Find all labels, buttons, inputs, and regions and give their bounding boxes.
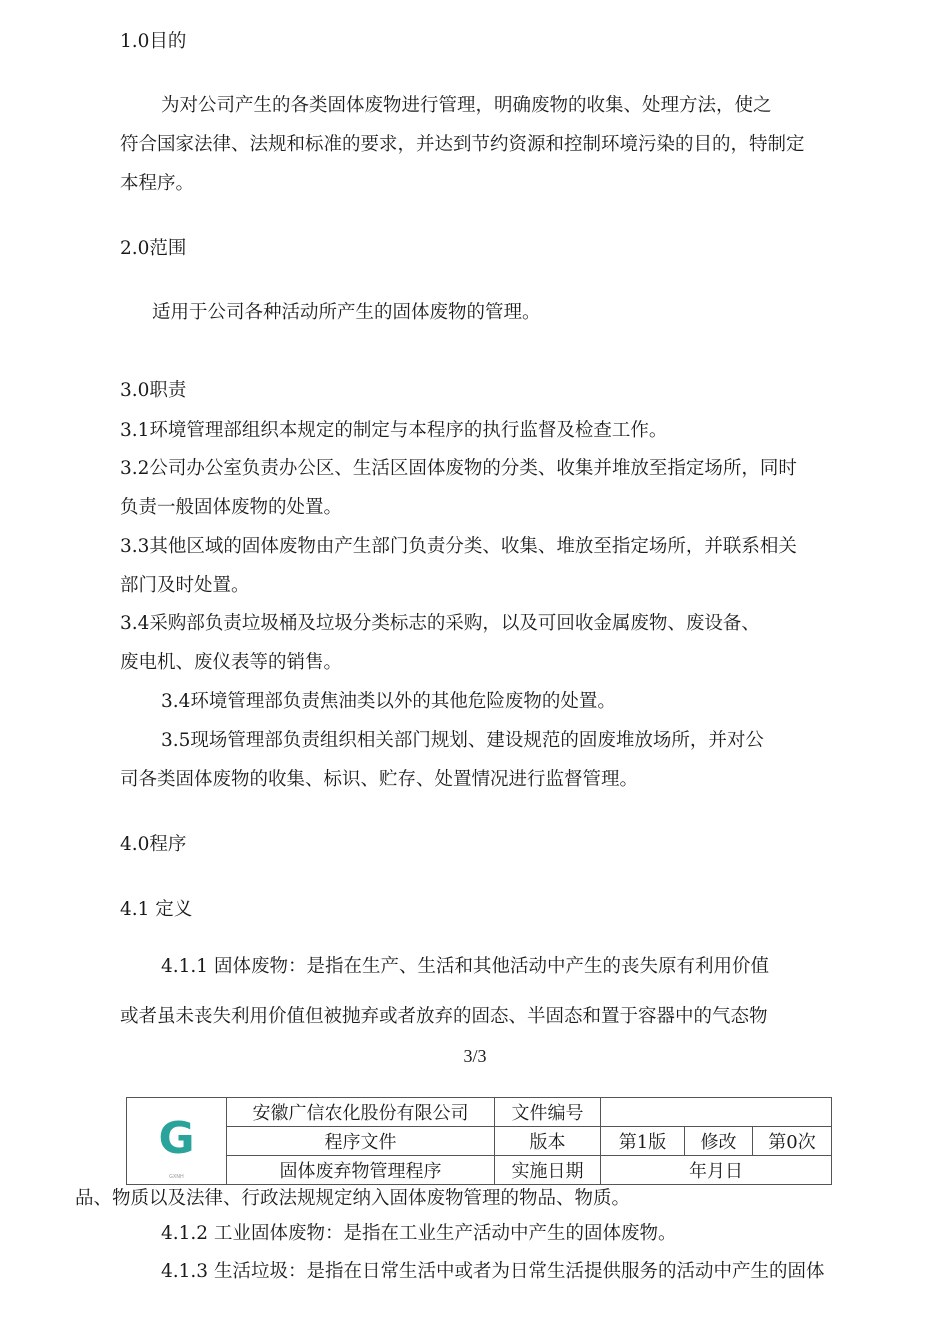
page-number: 3/3: [463, 1046, 487, 1066]
logo-letter: G: [158, 1112, 195, 1164]
section-1-paragraph-line-2: 符合国家法律、法规和标准的要求，并达到节约资源和控制环境污染的目的，特制定: [120, 134, 805, 155]
version-label: 版本: [495, 1127, 601, 1156]
section-4-1-1-line-2: 或者虽未丧失利用价值但被抛弃或者放弃的固态、半固态和置于容器中的气态物: [120, 1006, 768, 1027]
revision-label: 修改: [685, 1127, 753, 1156]
section-4-1-1-line-3: 品、物质以及法律、行政法规规定纳入固体废物管理的物品、物质。: [75, 1188, 631, 1209]
logo-caption: GXNH: [169, 1174, 184, 1180]
revision-value: 第0次: [753, 1127, 832, 1156]
section-3-4-line-1: 3.4采购部负责垃圾桶及垃圾分类标志的采购，以及可回收金属废物、废设备、: [120, 613, 760, 634]
section-3-4-line-2: 废电机、废仪表等的销售。: [120, 652, 343, 673]
company-logo: [127, 1098, 227, 1185]
section-3-2-line-2: 负责一般固体废物的处置。: [120, 497, 343, 518]
doc-type-cell: 程序文件: [227, 1127, 495, 1156]
doc-number-label: 文件编号: [495, 1098, 601, 1127]
section-4-1-title: 4.1 定义: [120, 899, 193, 920]
doc-number-value: [601, 1098, 832, 1127]
effective-date-label: 实施日期: [495, 1156, 601, 1185]
section-3-2-line-1: 3.2公司办公室负责办公区、生活区固体废物的分类、收集并堆放至指定场所，同时: [120, 458, 797, 479]
section-3-3-line-2: 部门及时处置。: [120, 575, 250, 596]
section-1-title: 1.0目的: [120, 31, 187, 52]
version-value: 第1版: [601, 1127, 685, 1156]
section-4-1-3-line-1: 4.1.3 生活垃圾：是指在日常生活中或者为日常生活提供服务的活动中产生的固体: [161, 1261, 825, 1282]
company-name-cell: 安徽广信农化股份有限公司: [227, 1098, 495, 1127]
effective-date-value: 年月日: [601, 1156, 832, 1185]
section-3-3-line-1: 3.3其他区域的固体废物由产生部门负责分类、收集、堆放至指定场所，并联系相关: [120, 536, 797, 557]
section-3-5-line-1: 3.5现场管理部负责组织相关部门规划、建设规范的固废堆放场所，并对公: [161, 730, 764, 751]
section-1-paragraph-line-3: 本程序。: [120, 173, 195, 194]
section-3-5-line-2: 司各类固体废物的收集、标识、贮存、处置情况进行监督管理。: [120, 769, 639, 790]
section-2-title: 2.0范围: [120, 238, 187, 259]
section-1-paragraph-line-1: 为对公司产生的各类固体废物进行管理，明确废物的收集、处理方法，使之: [161, 95, 772, 116]
section-4-1-1-line-1: 4.1.1 固体废物：是指在生产、生活和其他活动中产生的丧失原有利用价值: [161, 956, 769, 977]
document-header-table: [126, 1097, 832, 1185]
section-2-paragraph: 适用于公司各种活动所产生的固体废物的管理。: [152, 302, 541, 323]
section-3-title: 3.0职责: [120, 380, 187, 401]
section-3-1: 3.1环境管理部组织本规定的制定与本程序的执行监督及检查工作。: [120, 420, 668, 441]
doc-title-cell: 固体废弃物管理程序: [227, 1156, 495, 1185]
section-4-1-2: 4.1.2 工业固体废物：是指在工业生产活动中产生的固体废物。: [161, 1223, 677, 1244]
section-4-title: 4.0程序: [120, 834, 187, 855]
section-3-4b: 3.4环境管理部负责焦油类以外的其他危险废物的处置。: [161, 691, 616, 712]
